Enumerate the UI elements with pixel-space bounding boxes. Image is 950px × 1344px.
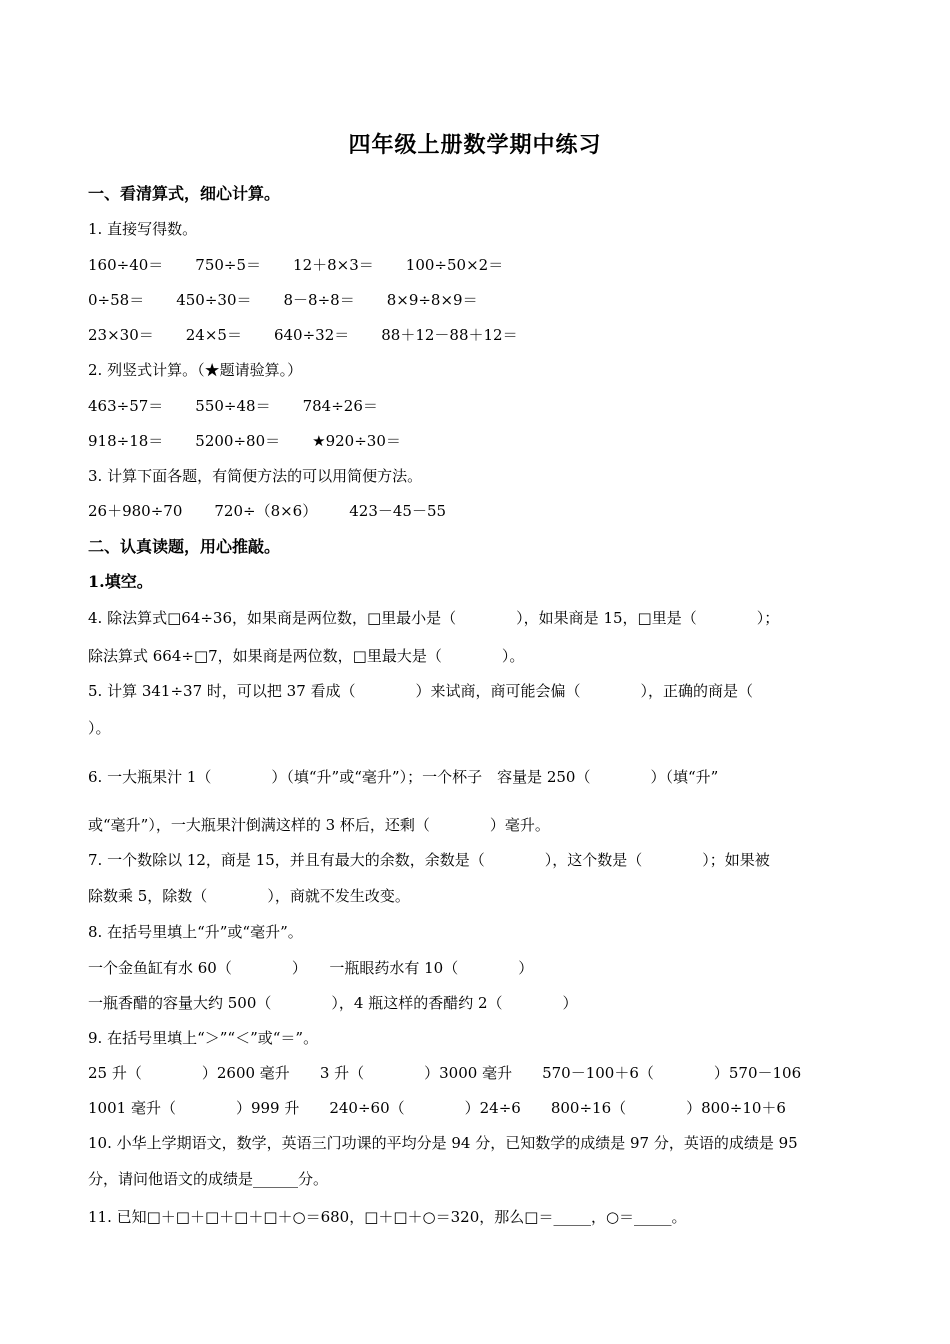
q7-line-1: 7. 一个数除以 12，商是 15，并且有最大的余数，余数是（ ），这个数是（ ）；如果被 [88, 851, 770, 869]
q8-line-2: 一瓶香醋的容量大约 500（ ），4 瓶这样的香醋约 2（ ） [88, 994, 578, 1012]
page-title: 四年级上册数学期中练习 [348, 132, 602, 158]
expr: 88＋12－88＋12＝ [381, 326, 518, 344]
expr: 450÷30＝ [176, 291, 252, 309]
expr: 570－100＋6（ ）570－106 [542, 1064, 802, 1082]
section-2-sub: 1.填空。 [88, 572, 153, 591]
q6-line-2: 或“毫升”），一大瓶果汁倒满这样的 3 杯后，还剩（ ）毫升。 [88, 816, 550, 834]
expr: 8×9÷8×9＝ [386, 291, 478, 309]
q1-row-2 [88, 290, 478, 310]
q8-line-1: 一个金鱼缸有水 60（ ） 一瓶眼药水有 10（ ） [88, 959, 534, 977]
q5-line-2: ）。 [88, 719, 111, 737]
expr: ★920÷30＝ [312, 432, 401, 450]
expr: 640÷32＝ [273, 326, 350, 344]
expr: 160÷40＝ [88, 256, 164, 274]
expr: 720÷（8×6） [214, 502, 318, 520]
expr: 800÷16（ ）800÷10＋6 [550, 1099, 786, 1117]
expr: 750÷5＝ [195, 256, 262, 274]
q2-label: 2. 列竖式计算。（★题请验算。） [88, 361, 303, 379]
expr: 0÷58＝ [88, 291, 145, 309]
expr: 25 升（ ）2600 毫升 [88, 1064, 290, 1082]
q4-line-2: 除法算式 664÷□7，如果商是两位数，□里最大是（ ）。 [88, 647, 525, 665]
q5-line-1: 5. 计算 341÷37 时，可以把 37 看成（ ）来试商，商可能会偏（ ），正确的商是（ [88, 682, 754, 700]
expr: 23×30＝ [88, 326, 154, 344]
q4-line-1: 4. 除法算式□64÷36，如果商是两位数，□里最小是（ ），如果商是 15，□里是（ ）； [88, 609, 780, 627]
expr: 8－8÷8＝ [283, 291, 355, 309]
q2-row-1 [88, 396, 378, 416]
expr: 3 升（ ）3000 毫升 [319, 1064, 513, 1082]
expr: 240÷60（ ）24÷6 [329, 1099, 521, 1117]
q2-row-2 [88, 431, 401, 451]
q3-label: 3. 计算下面各题，有简便方法的可以用简便方法。 [88, 467, 423, 485]
expr: 784÷26＝ [302, 397, 378, 415]
expr: 1001 毫升（ ）999 升 [88, 1099, 300, 1117]
section-1-heading: 一、看清算式，细心计算。 [88, 184, 281, 203]
q10-line-1: 10. 小华上学期语文，数学，英语三门功课的平均分是 94 分，已知数学的成绩是 97 分，英语的成绩是 95 [88, 1134, 798, 1152]
expr: 463÷57＝ [88, 397, 164, 415]
q7-line-2: 除数乘 5，除数（ ），商就不发生改变。 [88, 887, 410, 905]
q1-label: 1. 直接写得数。 [88, 220, 198, 238]
section-2-heading: 二、认真读题，用心推敲。 [88, 537, 281, 556]
expr: 918÷18＝ [88, 432, 164, 450]
q6-line-1: 6. 一大瓶果汁 1（ ）（填“升”或“毫升”）；一个杯子 容量是 250（ ）（填“升” [88, 768, 719, 786]
q3-row-1 [88, 501, 446, 521]
expr: 423－45－55 [349, 502, 447, 520]
q9-row-2 [88, 1098, 786, 1118]
expr: 5200÷80＝ [195, 432, 281, 450]
q8-label: 8. 在括号里填上“升”或“毫升”。 [88, 923, 303, 941]
q11-line-1: 11. 已知□＋□＋□＋□＋□＋○＝680，□＋□＋○＝320，那么□＝_____，○＝_____。 [88, 1208, 687, 1226]
q10-line-2: 分，请问他语文的成绩是______分。 [88, 1170, 329, 1188]
expr: 24×5＝ [185, 326, 242, 344]
q1-row-1 [88, 255, 503, 275]
expr: 100÷50×2＝ [405, 256, 504, 274]
q9-label: 9. 在括号里填上“＞”“＜”或“＝”。 [88, 1029, 319, 1047]
expr: 12＋8×3＝ [293, 256, 374, 274]
expr: 550÷48＝ [195, 397, 271, 415]
q9-row-1 [88, 1063, 801, 1083]
q1-row-3 [88, 325, 518, 345]
expr: 26＋980÷70 [88, 502, 183, 520]
